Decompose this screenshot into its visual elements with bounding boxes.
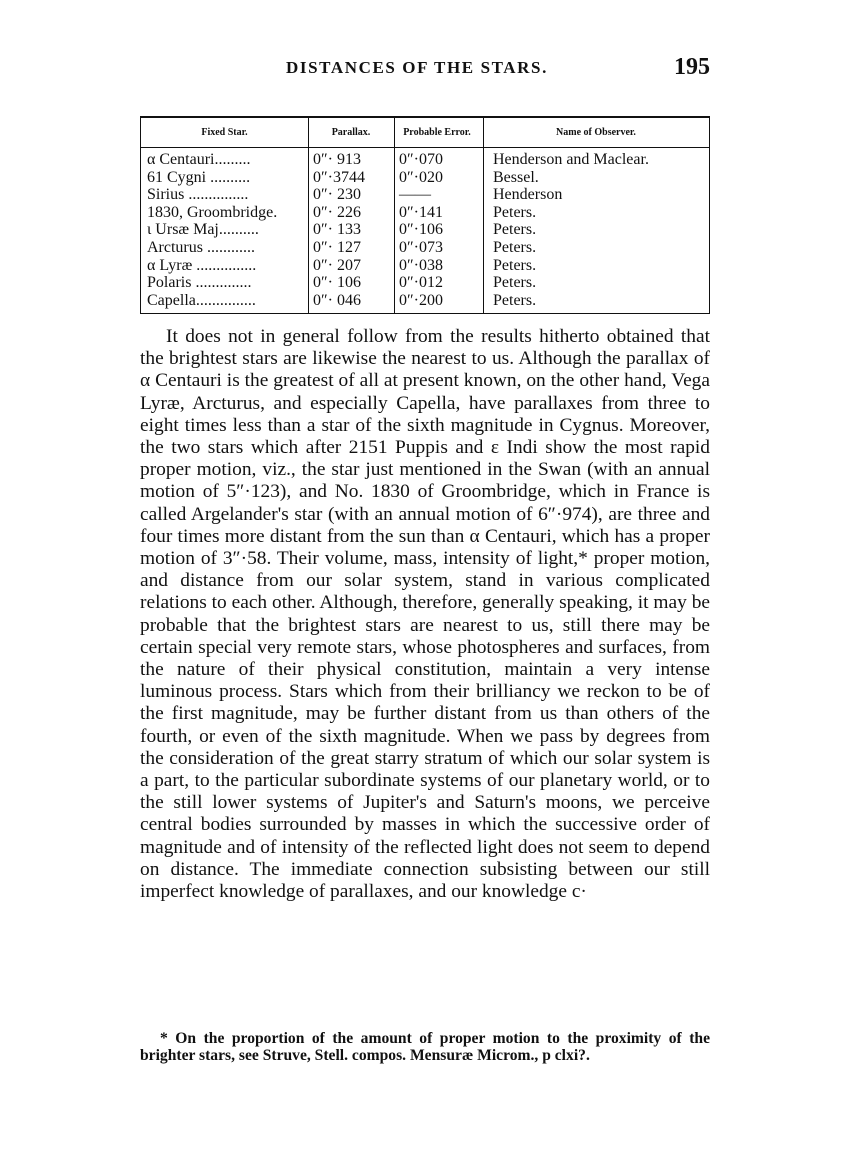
table-row: [141, 204, 709, 222]
observer-name: Henderson: [493, 186, 563, 204]
probable-error-value: 0″·200: [399, 291, 443, 309]
table-row: [141, 274, 709, 292]
page-number: 195: [674, 54, 710, 80]
parallax-value: 0″· 046: [313, 291, 361, 309]
table-row: [141, 257, 709, 275]
star-name: Capella...............: [147, 291, 256, 309]
probable-error-value: 0″·012: [399, 274, 443, 292]
table-row: [141, 221, 709, 239]
table-row: [141, 292, 709, 310]
observer-name: Peters.: [493, 274, 537, 292]
table-row: [141, 186, 709, 204]
parallax-value: 0″· 226: [313, 203, 361, 221]
probable-error-value: 0″·038: [399, 256, 443, 274]
column-header-fixed-star: Fixed Star.: [201, 126, 248, 138]
probable-error-value: 0″·141: [399, 203, 443, 221]
parallax-value: 0″· 133: [313, 221, 361, 239]
table-row: [141, 151, 709, 169]
star-name: α Lyræ ...............: [147, 256, 257, 274]
table-row: [141, 169, 709, 187]
parallax-table: [140, 116, 710, 314]
star-name: ι Ursæ Maj..........: [147, 221, 259, 239]
column-header-probable-error: Probable Error.: [403, 126, 471, 138]
probable-error-value: 0″·020: [399, 168, 443, 186]
observer-name: Peters.: [493, 221, 537, 239]
footnote-text: * On the proportion of the amount of proper motion to the proximity of the brighter stars, see Struve, Stell. compos. Mensuræ Microm., p clxi?.: [140, 1030, 710, 1065]
observer-name: Henderson and Maclear.: [493, 151, 649, 168]
running-head: [140, 54, 710, 88]
body-text: [140, 326, 710, 903]
star-name: Arcturus ............: [147, 239, 255, 256]
body-paragraph: It does not in general follow from the results hitherto obtained that the brightest stars are likewise the nearest to us. Although the parallax of α Centauri is the greatest of all at present known, on the other hand, Vega Lyræ, Arcturus, and especially Capella, have parallaxes from three to eight times less than a star of the sixth magnitude in Cygnus. Moreover, the two stars which after 2151 Puppis and ε Indi show the most rapid proper motion, viz., the star just mentioned in the Swan (with an annual motion of 5″·123), and No. 1830 of Groombridge, which in France is called Argelander's star (with an annual motion of 6″·974), are three and four times more distant from the sun than α Centauri, which has a proper motion of 3″·58. Their volume, mass, intensity of light,* proper motion, and distance from our solar system, stand in various complicated relations to each other. Although, therefore, generally speaking, it may be probable that the brightest stars are nearest to us, still there may be certain special very remote stars, whose photospheres and surfaces, from the nature of their physical constitution, maintain a very intense luminous process. Stars which from their brilliancy we reckon to be of the first magnitude, may be further distant from us than others of the fourth, or even of the sixth magnitude. When we pass by degrees from the consideration of the great starry stratum of which our solar system is a part, to the particular subordinate systems of our planetary world, or to the still lower systems of Jupiter's and Saturn's moons, we perceive central bodies surrounded by masses in which the successive order of magnitude and of intensity of the reflected light does not seem to depend on distance. The immediate connection subsisting between our still imperfect knowledge of parallaxes, and our knowledge c·: [140, 326, 710, 903]
observer-name: Bessel.: [493, 168, 539, 186]
probable-error-value: 0″·070: [399, 151, 443, 168]
observer-name: Peters.: [493, 239, 537, 256]
probable-error-value: ——: [399, 186, 431, 204]
star-name: Polaris ..............: [147, 274, 252, 292]
column-header-observer: Name of Observer.: [556, 126, 636, 138]
observer-name: Peters.: [493, 291, 537, 309]
observer-name: Peters.: [493, 203, 537, 221]
parallax-value: 0″· 913: [313, 151, 361, 168]
observer-name: Peters.: [493, 256, 537, 274]
star-name: 1830, Groombridge.: [147, 203, 278, 221]
probable-error-value: 0″·073: [399, 239, 443, 256]
probable-error-value: 0″·106: [399, 221, 443, 239]
star-name: Sirius ...............: [147, 186, 249, 204]
parallax-value: 0″· 207: [313, 256, 361, 274]
star-name: α Centauri.........: [147, 151, 251, 168]
running-title: DISTANCES OF THE STARS.: [286, 58, 548, 77]
parallax-value: 0″· 106: [313, 274, 361, 292]
star-name: 61 Cygni ..........: [147, 168, 251, 186]
parallax-value: 0″·3744: [313, 168, 365, 186]
table-header-rule: [141, 147, 709, 148]
parallax-value: 0″· 230: [313, 186, 361, 204]
column-header-parallax: Parallax.: [331, 126, 371, 138]
parallax-value: 0″· 127: [313, 239, 361, 256]
footnote: [140, 1030, 710, 1065]
table-row: [141, 239, 709, 257]
